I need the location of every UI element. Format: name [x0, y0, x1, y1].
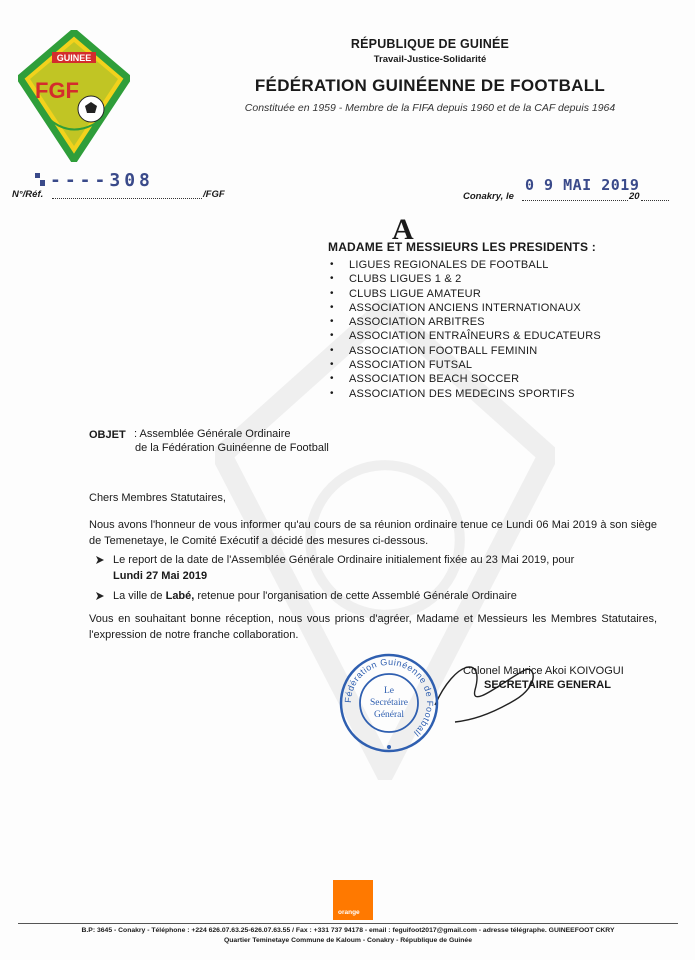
- reference-label: N°/Réf.: [12, 189, 44, 200]
- decision-item: [113, 589, 583, 605]
- salutation: Chers Membres Statutaires,: [89, 492, 226, 504]
- seal-center-line: Le: [383, 686, 395, 696]
- addressee-list: [328, 258, 601, 401]
- decision-item: [113, 553, 583, 584]
- objet-line2: de la Fédération Guinéenne de Football: [135, 442, 329, 454]
- official-seal-stamp: [338, 652, 440, 754]
- signatory-title: SECRETAIRE GENERAL: [484, 679, 611, 691]
- list-item: • ASSOCIATION ENTRAÎNEURS & EDUCATEURS: [328, 329, 601, 343]
- arrow-bullet-icon: [95, 555, 105, 565]
- footer-address: Quartier Teminetaye Commune de Kaloum - Conakry - République de Guinée: [223, 937, 472, 944]
- footer-divider: [18, 923, 678, 924]
- list-item: • CLUBS LIGUE AMATEUR: [328, 287, 601, 301]
- decision-text: Le report de la date de l'Assemblée Générale Ordinaire initialement fixée au 23 Mai 2019, pour: [113, 554, 575, 566]
- date-stamp: 0 9 MAI 2019: [525, 176, 640, 194]
- logo-mid-text: FGF: [35, 78, 79, 103]
- objet-label: OBJET: [89, 429, 126, 441]
- body-paragraph: Nous avons l'honneur de vous informer qu'au cours de sa réunion ordinaire tenue ce Lundi 06 Mai 2019 à son siège de Temenetaye, le Comité Exécutif a décidé des mesures ci-dessous.: [89, 519, 657, 547]
- list-item: • ASSOCIATION ARBITRES: [328, 315, 601, 329]
- decision-text: retenue pour l'organisation de cette Assemblé Générale Ordinaire: [194, 590, 517, 602]
- list-item: • ASSOCIATION FUTSAL: [328, 358, 601, 372]
- country-heading: RÉPUBLIQUE DE GUINÉE: [350, 37, 510, 51]
- date-dots: [522, 191, 628, 201]
- logo-top-text: GUINEE: [56, 53, 92, 63]
- closing-paragraph: Vous en souhaitant bonne réception, nous vous prions d'agréer, Madame et Messieurs les Membres Statutaires, l'expression de notre franche collaboration.: [89, 613, 657, 641]
- orange-logo-text: orange: [338, 909, 360, 916]
- decision-text: La ville de: [113, 590, 166, 602]
- list-item: • ASSOCIATION BEACH SOCCER: [328, 372, 601, 386]
- date-dots-year: [641, 191, 669, 201]
- addressee-title: MADAME ET MESSIEURS LES PRESIDENTS :: [328, 240, 596, 254]
- decision-city: Labé,: [165, 590, 195, 602]
- seal-center-line: Général: [373, 710, 405, 720]
- footer-contact: B.P: 3645 - Conakry - Téléphone : +224 626.07.63.25-626.07.63.55 / Fax : +331 737 94178 - email : feguifoot2017@gmail.com - adresse télégraphe. GUINEEFOOT CKRY: [81, 927, 615, 934]
- arrow-bullet-icon: [95, 591, 105, 601]
- addressee-letter: A: [392, 213, 414, 246]
- fgf-logo: [18, 30, 130, 162]
- list-item: • ASSOCIATION FOOTBALL FEMININ: [328, 344, 601, 358]
- date-label: Conakry, le: [463, 191, 514, 202]
- list-item: • ASSOCIATION DES MEDECINS SPORTIFS: [328, 387, 601, 401]
- federation-title: FÉDÉRATION GUINÉENNE DE FOOTBALL: [254, 76, 606, 95]
- stamp-mark-icon: [34, 172, 46, 188]
- reference-dots: [52, 189, 202, 199]
- list-item: • CLUBS LIGUES 1 & 2: [328, 272, 601, 286]
- constitution-line: Constituée en 1959 - Membre de la FIFA depuis 1960 et de la CAF depuis 1964: [244, 102, 616, 114]
- signatory-name: Colonel Maurice Akoi KOIVOGUI: [463, 665, 624, 677]
- decision-date: Lundi 27 Mai 2019: [113, 569, 208, 582]
- list-item: • ASSOCIATION ANCIENS INTERNATIONAUX: [328, 301, 601, 315]
- list-item: • LIGUES REGIONALES DE FOOTBALL: [328, 258, 601, 272]
- date-year-label: 20: [629, 191, 640, 202]
- reference-stamp: ----308: [50, 170, 154, 191]
- seal-center-line: Secrétaire: [370, 698, 408, 708]
- objet-line1: : Assemblée Générale Ordinaire: [134, 428, 291, 440]
- country-motto: Travail-Justice-Solidarité: [373, 54, 487, 65]
- reference-suffix: /FGF: [203, 189, 225, 200]
- seal-ring-text: Fédération Guinéenne de Football: [342, 656, 436, 739]
